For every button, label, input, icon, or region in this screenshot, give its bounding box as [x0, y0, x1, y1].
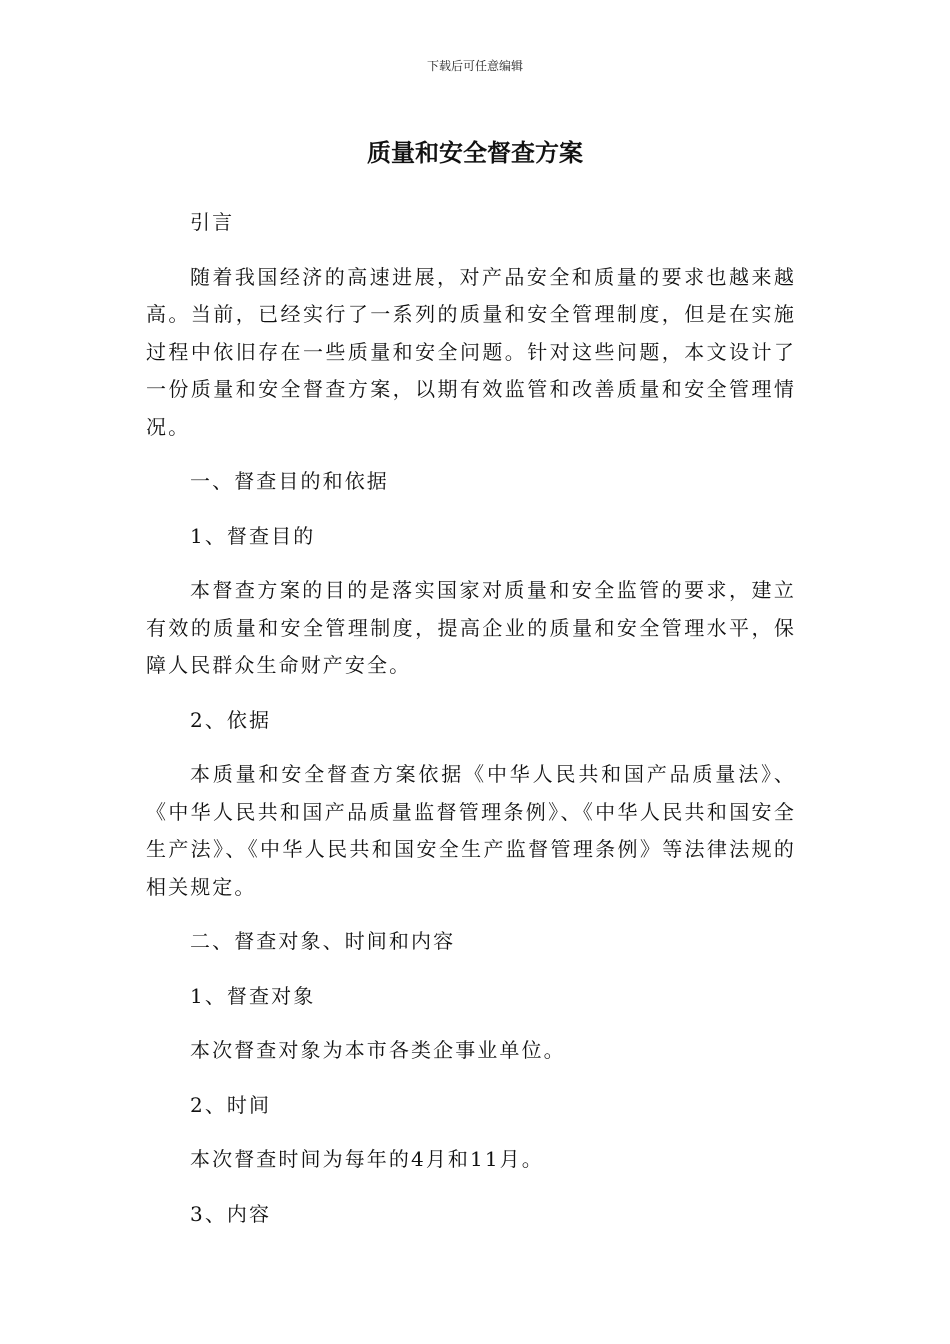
body-paragraph: 本督查方案的目的是落实国家对质量和安全监管的要求，建立有效的质量和安全管理制度，提高企业的质量和安全管理水平，保障人民群众生命财产安全。 [146, 578, 796, 677]
subsection-heading: 2、时间 [190, 1092, 272, 1117]
body-paragraph: 随着我国经济的高速进展，对产品安全和质量的要求也越来越高。当前，已经实行了一系列的质量和安全管理制度，但是在实施过程中依旧存在一些质量和安全问题。针对这些问题，本文设计了一份质量和安全督查方案，以期有效监管和改善质量和安全管理情况。 [146, 264, 796, 439]
subsection-heading: 1、督查对象 [190, 983, 316, 1008]
subsection-heading: 2、依据 [190, 707, 272, 732]
section-heading: 一、督查目的和依据 [190, 469, 389, 493]
document-title: 质量和安全督查方案 [367, 139, 583, 167]
document-body [146, 204, 796, 1233]
subsection-heading: 3、内容 [190, 1201, 272, 1226]
section-heading: 二、督查对象、时间和内容 [190, 929, 456, 953]
subsection-heading: 1、督查目的 [190, 523, 316, 548]
body-paragraph: 本次督查对象为本市各类企事业单位。 [190, 1038, 566, 1062]
body-paragraph: 本次督查时间为每年的4月和11月。 [190, 1147, 544, 1171]
body-paragraph: 本质量和安全督查方案依据《中华人民共和国产品质量法》、《中华人民共和国产品质量监督管理条例》、《中华人民共和国安全生产法》、《中华人民共和国安全生产监督管理条例》等法律法规的相关规定。 [146, 762, 796, 899]
header-note: 下载后可任意编辑 [426, 59, 523, 73]
section-heading-intro: 引言 [190, 210, 235, 234]
